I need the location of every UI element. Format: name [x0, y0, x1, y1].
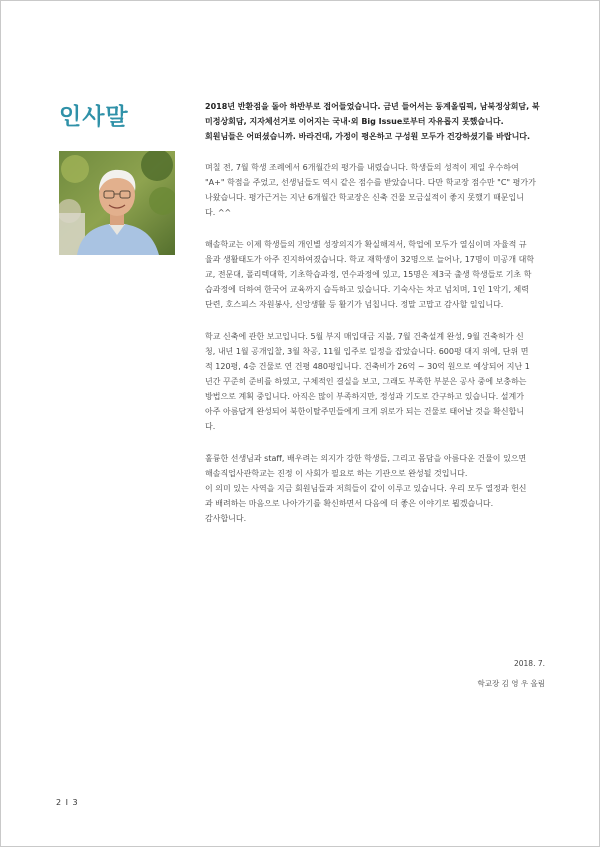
text-line: 나왔습니다. 평가근거는 지난 6개월간 학교장은 신축 건물 모금실적이 좋지 못했기 때문입니	[205, 193, 524, 202]
signature-date: 2018. 7.	[513, 659, 545, 668]
text-line: 단련, 호스피스 자원봉사, 신앙생활 등 활기가 넘칩니다. 정말 고맙고 감사할 일입니다.	[205, 300, 504, 309]
text-line: 며칠 전, 7월 학생 조례에서 6개월간의 평가를 내렸습니다. 학생들의 성적이 제일 우수하여	[205, 163, 519, 172]
signature-block	[478, 656, 546, 691]
lead-paragraph	[205, 99, 545, 144]
text-line: 년간 꾸준히 준비를 하였고, 구체적인 결실을 보고, 그래도 부족한 부분은 공사 중에 보충하는	[205, 377, 527, 386]
text-line: 적 120평, 4층 건물로 연 건평 480평입니다. 건축비가 26억 ~ 30억 원으로 예상되어 지난 1	[205, 362, 530, 371]
text-line: 해솔학교는 이제 학생들의 개인별 성장의지가 확실해져서, 학업에 모두가 열심이며 자율적 규	[205, 240, 527, 249]
paragraph-school-status	[205, 237, 545, 312]
text-line: 이 의미 있는 사역을 지금 회원님들과 저희들이 같이 이루고 있습니다. 우리 모두 열정과 헌신	[205, 484, 527, 493]
text-line: "A+" 학점을 주었고, 선생님들도 역시 같은 점수를 받았습니다. 다만 학교장 점수만 "C" 평가가	[205, 178, 536, 187]
lead-line: 미정상회담, 지자체선거로 이어지는 국내·외 Big Issue로부터 자유롭지 못했습니다.	[205, 117, 504, 126]
page-title: 인사말	[59, 104, 129, 130]
text-line: 교, 전문대, 폴리텍대학, 기초학습과정, 연수과정에 있고, 15명은 제3국 출생 학생들로 기초 학	[205, 270, 532, 279]
paragraph-evaluation	[205, 160, 545, 220]
text-line: 다.	[205, 422, 216, 431]
paragraph-construction	[205, 329, 545, 434]
text-line: 해솔직업사관학교는 진정 이 사회가 필요로 하는 기관으로 완성될 것입니다.	[205, 469, 468, 478]
text-line: 청, 내년 1월 공개입찰, 3월 착공, 11월 입주로 일정을 잡았습니다. 600평 대지 위에, 단위 면	[205, 347, 529, 356]
portrait-photo	[59, 151, 175, 255]
text-line: 율과 생활태도가 아주 진지하여졌습니다. 학교 재학생이 32명으로 늘어나, 17명이 미공개 대학	[205, 255, 535, 264]
signature-name: 학교장 김 영 우 올림	[477, 679, 545, 688]
text-line: 다. ^^	[205, 208, 232, 217]
text-line: 감사합니다.	[205, 514, 247, 523]
text-line: 방법으로 계획 중입니다. 아직은 많이 부족하지만, 정성과 기도로 간구하고 있습니다. 설계가	[205, 392, 524, 401]
lead-line: 2018년 반환점을 돌아 하반부로 접어들었습니다. 금년 들어서는 동계올림픽, 남북정상회담, 북	[205, 102, 540, 111]
text-line: 훌륭한 선생님과 staff, 배우려는 의지가 강한 학생들, 그리고 몸담을 아름다운 건물이 있으면	[205, 454, 527, 463]
text-line: 습과정에 더하여 한국어 교육까지 습득하고 있습니다. 기숙사는 차고 넘치며, 1인 1악기, 체력	[205, 285, 529, 294]
lead-line: 회원님들은 어떠셨습니까. 바라건대, 가정이 평온하고 구성원 모두가 건강하셨기를 바랍니다.	[205, 132, 531, 141]
text-line: 과 배려하는 마음으로 나아가기를 확신하면서 다음에 더 좋은 이야기로 뵙겠습니다.	[205, 499, 494, 508]
page-numbers: 2 I 3	[56, 798, 79, 807]
text-line: 학교 신축에 관한 보고입니다. 5월 부지 매입대금 지불, 7월 건축설계 완성, 9월 건축허가 신	[205, 332, 524, 341]
text-line: 아주 아름답게 완성되어 북한이탈주민들에게 크게 위로가 되는 건물로 태어날 것을 확신합니	[205, 407, 525, 416]
paragraph-closing	[205, 451, 545, 526]
greeting-body	[205, 99, 545, 526]
